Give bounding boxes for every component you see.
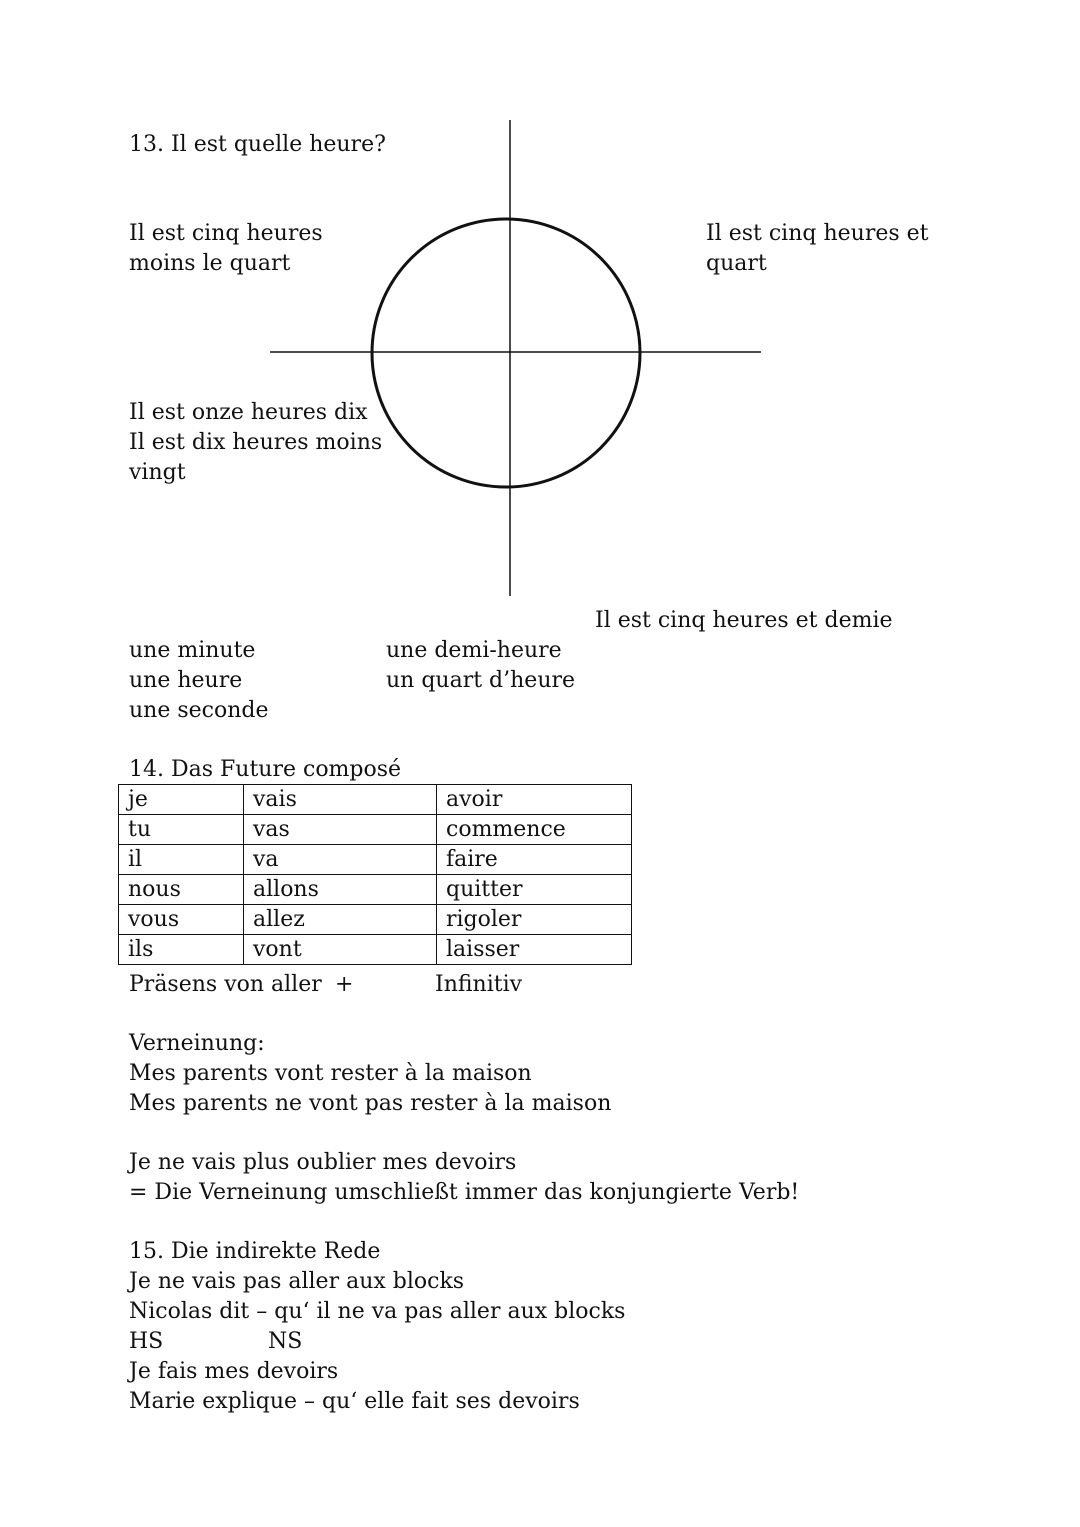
negation-line: Mes parents vont rester à la maison [129,1061,532,1086]
time-top-right-line: Il est cinq heures et [706,221,929,246]
pronoun-cell: tu [119,815,244,845]
table-row [119,905,632,935]
aller-cell: allons [244,875,437,905]
aller-cell: vont [244,935,437,965]
time-top-right-line: quart [706,251,767,276]
pronoun-cell: ils [119,935,244,965]
hs-label: HS [129,1329,164,1354]
time-top-left-line: moins le quart [129,251,291,276]
clock-diagram [0,0,1080,620]
vocab-item: une demi-heure [386,638,562,663]
formula-left: Präsens von aller [129,972,322,997]
pronoun-cell: nous [119,875,244,905]
time-mid-left [129,398,382,488]
rule-block [129,1148,799,1208]
time-top-left [129,219,323,279]
section13-title: 13. Il est quelle heure? [129,132,386,157]
rule-line: = Die Verneinung umschließt immer das konjungierte Verb! [129,1180,800,1205]
negation-block [129,1029,611,1119]
table-row [119,785,632,815]
time-bottom-right: Il est cinq heures et demie [595,608,893,633]
formula-plus: + [335,972,354,997]
section14-title: 14. Das Future composé [129,757,402,782]
verb-cell: quitter [437,875,632,905]
table-row [119,935,632,965]
aller-cell: allez [244,905,437,935]
vocab-item: un quart d’heure [386,668,576,693]
pronoun-cell: il [119,845,244,875]
vocab-left [129,636,269,726]
table-row [119,845,632,875]
table-row [119,875,632,905]
section15-title: 15. Die indirekte Rede [129,1239,381,1264]
time-mid-left-line: vingt [129,460,186,485]
time-top-right [706,219,929,279]
clock-circle [372,219,640,487]
formula-right: Infinitiv [435,972,523,997]
time-mid-left-line: Il est dix heures moins [129,430,383,455]
pronoun-cell: vous [119,905,244,935]
time-mid-left-line: Il est onze heures dix [129,400,368,425]
conjugation-table [118,784,632,965]
section15-line: Marie explique – qu‘ elle fait ses devoirs [129,1389,580,1414]
vocab-item: une heure [129,668,243,693]
ns-label: NS [268,1329,303,1354]
verb-cell: faire [437,845,632,875]
verb-cell: commence [437,815,632,845]
verb-cell: rigoler [437,905,632,935]
rule-line: Je ne vais plus oublier mes devoirs [129,1150,517,1175]
table-row [119,815,632,845]
negation-line: Mes parents ne vont pas rester à la maison [129,1091,612,1116]
time-top-left-line: Il est cinq heures [129,221,323,246]
verb-cell: laisser [437,935,632,965]
aller-cell: vas [244,815,437,845]
vocab-right [386,636,575,696]
section15-line: Je ne vais pas aller aux blocks [129,1269,465,1294]
hs-ns-line [129,1327,625,1357]
aller-cell: vais [244,785,437,815]
section15-line: Nicolas dit – qu‘ il ne va pas aller aux blocks [129,1299,626,1324]
pronoun-cell: je [119,785,244,815]
aller-cell: va [244,845,437,875]
verb-cell: avoir [437,785,632,815]
vocab-item: une minute [129,638,256,663]
section15-line: Je fais mes devoirs [129,1359,339,1384]
section15-block [129,1237,625,1417]
negation-title: Verneinung: [129,1031,265,1056]
vocab-item: une seconde [129,698,269,723]
